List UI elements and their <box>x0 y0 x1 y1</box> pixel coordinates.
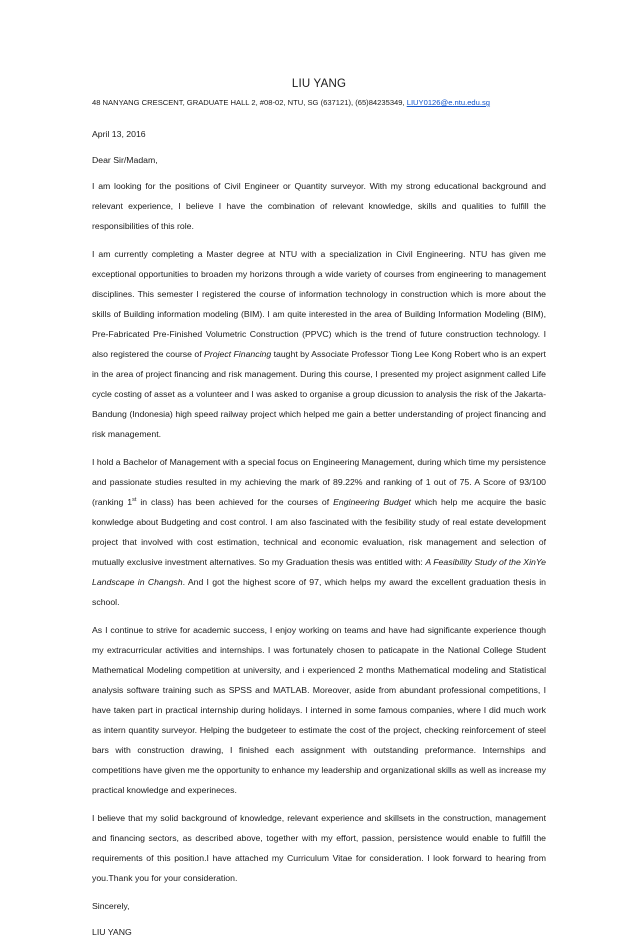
paragraph-master-degree <box>92 244 546 444</box>
salutation: Dear Sir/Madam, <box>92 155 158 165</box>
course-project-financing: Project Financing <box>204 349 272 359</box>
p2-text-a: I am currently completing a Master degree at NTU with a specialization in Civil Engineering. NTU has given me exceptional opportunities to broaden my horizons through a wide variety of courses from engineering to management disciplines. This semester I registered the course of information technology in construction which is more about the skills of Building information modeling (BIM). I am quite interested in the area of Building Information Modeling (BIM), Pre-Fabricated Pre-Finished Volumetric Construction (PPVC) which is the trend of future construction technology. I also registered the course of <box>92 249 546 359</box>
paragraph-experience: As I continue to strive for academic success, I enjoy working on teams and have had significante experience though my extracurricular activities and internships. I was fortunately chosen to paticapate in the National College Student Mathematical Modeling competition at university, and i experienced 2 months Mathematical modeling and Statistical analysis software training such as SPSS and MATLAB. Moreover, aside from abundant professional competitions, I have taken part in practical internship during holidays. I interned in some famous companies, where I did much work as intern quantity surveyor. Helping the budgeteer to estimate the cost of the project, checking reinforcement of steel bars with construction drawing, I finished each assignment with outstanding preformance. Internships and competitions have given me the opportunity to enhance my leadership and organizational skills as well as increase my practical knowledge and experineces. <box>92 625 546 795</box>
paragraph-bachelor-degree <box>92 452 546 612</box>
letter-date: April 13, 2016 <box>92 129 146 139</box>
contact-line <box>92 98 562 107</box>
p2-text-b: taught by Associate Professor Tiong Lee Kong Robert who is an expert in the area of project financing and risk management. During this course, I presented my project asignment called Life cycle costing of asset as a volunteer and I was asked to organise a group dicussion to analysis the risk of the Jakarta-Bandung (Indonesia) high speed railway project which helped me gain a better understanding of project financing and risk management. <box>92 349 546 439</box>
email-link[interactable]: LIUY0126@e.ntu.edu.sg <box>406 98 491 107</box>
letter-body <box>92 124 546 948</box>
paragraph-intro: I am looking for the positions of Civil Engineer or Quantity surveyor. With my strong educational background and relevant experience, I believe I have the combination of relevant knowledge, skills and qualities to fulfill the responsibilities of this role. <box>92 181 546 231</box>
paragraph-conclusion: I believe that my solid background of knowledge, relevant experience and skillsets in the construction, management and financing sectors, as described above, together with my effort, passion, persistence would enable to fulfill the requirements of this position.I have attached my Curriculum Vitae for consideration. I look forward to hearing from you.Thank you for your consideration. <box>92 813 546 883</box>
p3-text-c: which help me acquire the basic konwledge about Budgeting and cost control. I am also fascinated with the fesibility study of real estate development project that involved with cost estimation, technical and economic evaluation, risk management and selection of mutually exclusive investment alternatives. So my Graduation thesis was entitled with: <box>92 497 546 567</box>
p3-text-b: in class) has been achieved for the courses of <box>136 497 334 507</box>
course-engineering-budget: Engineering Budget <box>333 497 411 507</box>
applicant-name: LIU YANG <box>291 78 347 90</box>
p3-text-a: I hold a Bachelor of Management with a special focus on Engineering Management, during which time my persistence and passionate studies resulted in my achieving the mark of 89.22% and ranking of 1 out of 75. A Score of 93/100 (ranking 1 <box>92 457 546 507</box>
ordinal-suffix: st <box>132 497 137 504</box>
p3-text-d: . And I got the highest score of 97, which helps my award the excellent graduation thesis in school. <box>92 577 547 607</box>
closing: Sincerely, <box>92 901 130 911</box>
signature: LIU YANG <box>92 927 132 937</box>
contact-address: 48 NANYANG CRESCENT, GRADUATE HALL 2, #08-02, NTU, SG (637121), (65)84235349, <box>92 98 407 107</box>
thesis-title: A Feasibility Study of the XinYe Landscape in Changsh <box>92 557 546 587</box>
